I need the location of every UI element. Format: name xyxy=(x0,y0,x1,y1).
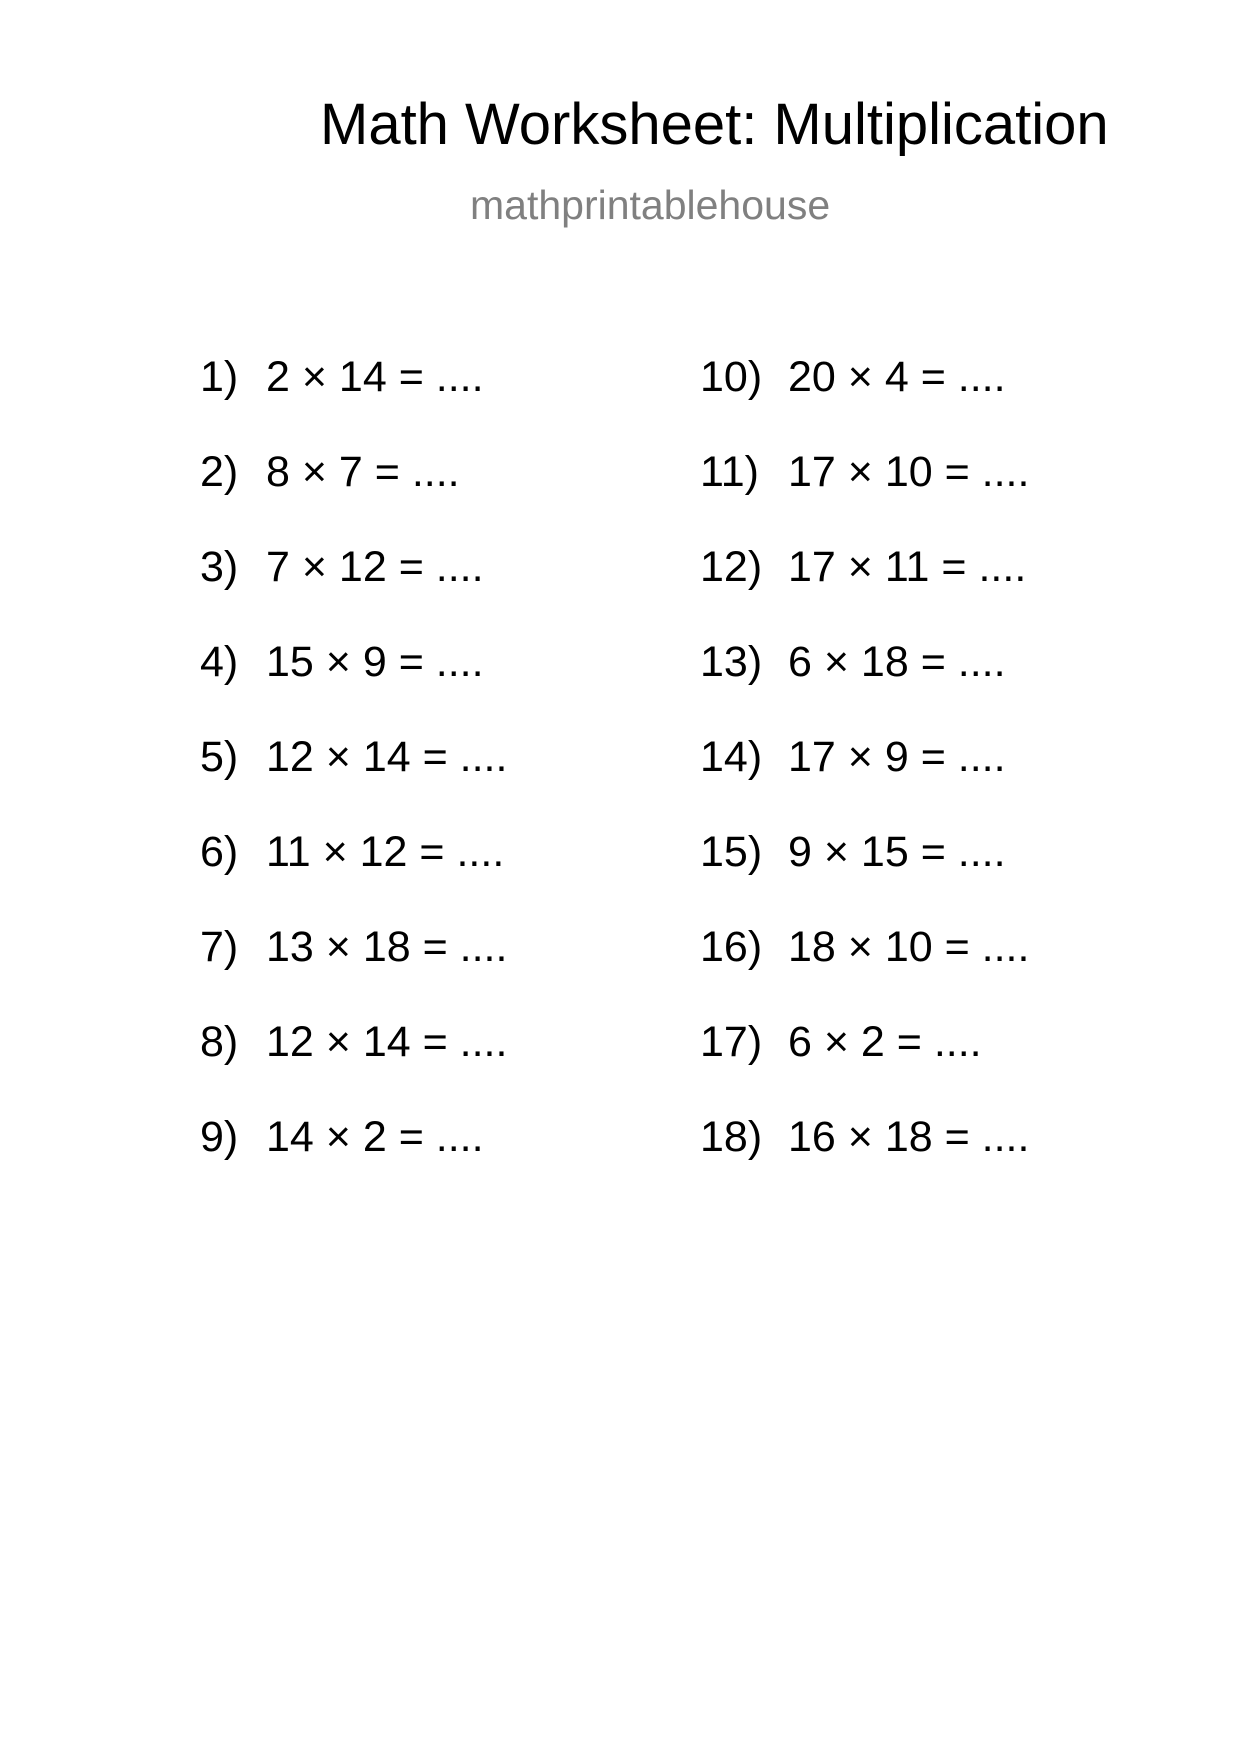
problem-item xyxy=(200,733,508,781)
problem-item xyxy=(200,1113,484,1161)
problem-item xyxy=(200,1018,508,1066)
problem-number: 17) xyxy=(700,1018,763,1066)
problem-expression: 12 × 14 = .... xyxy=(266,733,508,781)
problem-number: 15) xyxy=(700,828,763,876)
problem-expression: 16 × 18 = .... xyxy=(788,1113,1030,1161)
problem-item xyxy=(700,1113,1030,1161)
problem-item xyxy=(700,353,1006,401)
problem-number: 18) xyxy=(700,1113,763,1161)
problem-item xyxy=(200,353,484,401)
problem-item xyxy=(700,543,1027,591)
problem-expression: 13 × 18 = .... xyxy=(266,923,508,971)
problem-number: 12) xyxy=(700,543,763,591)
problem-expression: 8 × 7 = .... xyxy=(266,448,460,496)
problem-number: 1) xyxy=(200,353,239,401)
problem-item xyxy=(200,543,484,591)
page-subtitle: mathprintablehouse xyxy=(470,182,831,228)
problem-expression: 14 × 2 = .... xyxy=(266,1113,484,1161)
problem-expression: 12 × 14 = .... xyxy=(266,1018,508,1066)
problem-expression: 6 × 2 = .... xyxy=(788,1018,982,1066)
problem-number: 2) xyxy=(200,448,239,496)
problem-expression: 7 × 12 = .... xyxy=(266,543,484,591)
problem-item xyxy=(700,638,1006,686)
problem-expression: 6 × 18 = .... xyxy=(788,638,1006,686)
problem-item xyxy=(700,828,1006,876)
problem-number: 7) xyxy=(200,923,239,971)
problem-expression: 17 × 11 = .... xyxy=(788,543,1027,591)
problem-expression: 2 × 14 = .... xyxy=(266,353,484,401)
problem-number: 5) xyxy=(200,733,239,781)
problem-expression: 20 × 4 = .... xyxy=(788,353,1006,401)
problem-item xyxy=(200,448,460,496)
problem-expression: 17 × 9 = .... xyxy=(788,733,1006,781)
problem-number: 8) xyxy=(200,1018,239,1066)
problem-item xyxy=(200,638,484,686)
problem-number: 4) xyxy=(200,638,239,686)
problem-number: 16) xyxy=(700,923,763,971)
problem-number: 10) xyxy=(700,353,763,401)
problem-item xyxy=(200,923,508,971)
problem-expression: 9 × 15 = .... xyxy=(788,828,1006,876)
problem-expression: 11 × 12 = .... xyxy=(266,828,505,876)
problem-number: 13) xyxy=(700,638,763,686)
problem-expression: 17 × 10 = .... xyxy=(788,448,1030,496)
problem-item xyxy=(700,733,1006,781)
problem-number: 3) xyxy=(200,543,239,591)
problem-number: 6) xyxy=(200,828,239,876)
problem-number: 9) xyxy=(200,1113,239,1161)
problem-number: 14) xyxy=(700,733,763,781)
problem-expression: 15 × 9 = .... xyxy=(266,638,484,686)
problem-item xyxy=(700,1018,982,1066)
problem-item xyxy=(700,923,1030,971)
problem-number: 11) xyxy=(700,448,759,496)
problem-item xyxy=(700,448,1030,496)
page-title: Math Worksheet: Multiplication xyxy=(320,92,1109,157)
problem-item xyxy=(200,828,505,876)
problem-expression: 18 × 10 = .... xyxy=(788,923,1030,971)
